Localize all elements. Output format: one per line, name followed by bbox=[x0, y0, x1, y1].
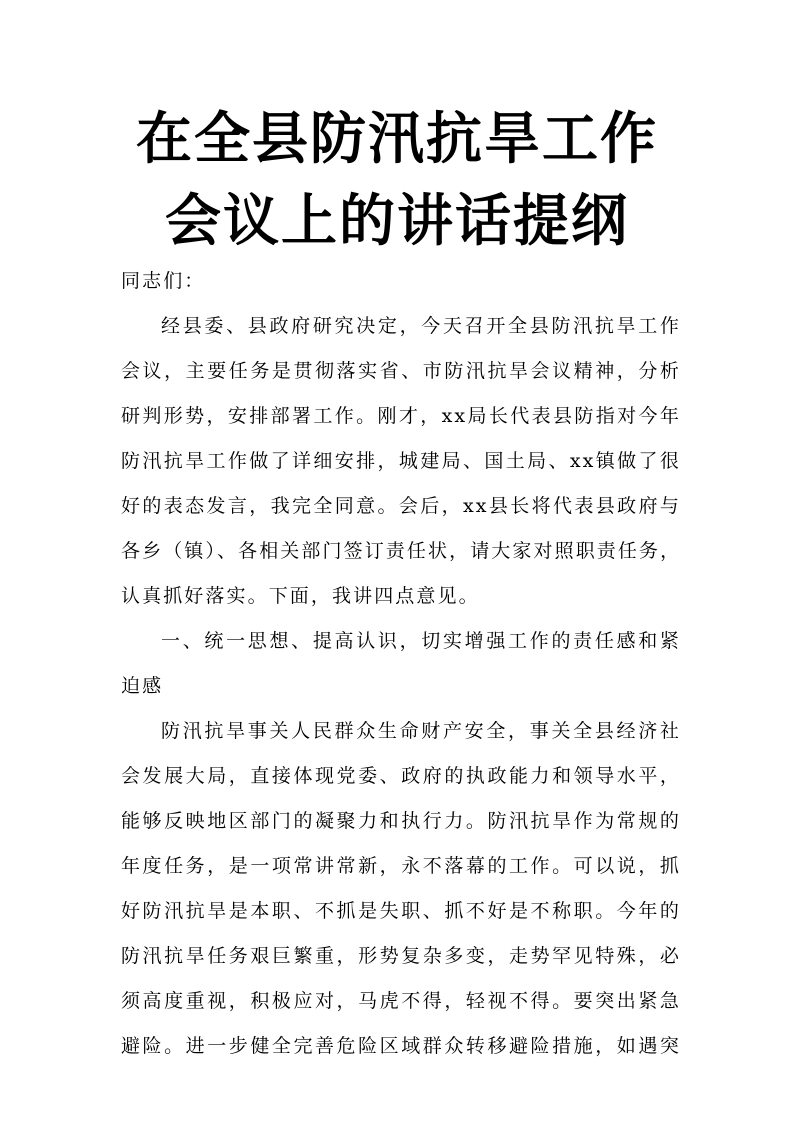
paragraph-line: 认真抓好落实。下面，我讲四点意见。 bbox=[121, 585, 480, 607]
document-title-line-2: 会议上的讲话提纲 bbox=[165, 189, 629, 254]
paragraph-line: 避险。进一步健全完善危险区域群众转移避险措施，如遇突 bbox=[121, 1035, 681, 1057]
paragraph-line: 防汛抗旱工作做了详细安排，城建局、国土局、xx镇做了很 bbox=[121, 450, 681, 472]
paragraph-line: 会议，主要任务是贯彻落实省、市防汛抗旱会议精神，分析 bbox=[121, 360, 681, 382]
paragraph-line: 防汛抗旱任务艰巨繁重，形势复杂多变，走势罕见特殊，必 bbox=[121, 945, 681, 967]
paragraph-line: 防汛抗旱事关人民群众生命财产安全，事关全县经济社 bbox=[161, 720, 681, 742]
document-title-line-1: 在全县防汛抗旱工作 bbox=[136, 107, 658, 172]
paragraph-line: 能够反映地区部门的凝聚力和执行力。防汛抗旱作为常规的 bbox=[121, 810, 681, 832]
paragraph-line: 好的表态发言，我完全同意。会后，xx县长将代表县政府与 bbox=[121, 495, 681, 517]
paragraph-line: 经县委、县政府研究决定，今天召开全县防汛抗旱工作 bbox=[161, 315, 681, 337]
paragraph-line: 须高度重视，积极应对，马虎不得，轻视不得。要突出紧急 bbox=[121, 990, 681, 1012]
salutation: 同志们： bbox=[121, 270, 206, 292]
section-heading-line: 一、统一思想、提高认识，切实增强工作的责任感和紧 bbox=[161, 630, 681, 652]
paragraph-line: 研判形势，安排部署工作。刚才，xx局长代表县防指对今年 bbox=[121, 405, 681, 427]
section-heading-line: 迫感 bbox=[121, 675, 164, 697]
paragraph-line: 年度任务，是一项常讲常新，永不落幕的工作。可以说，抓 bbox=[121, 855, 681, 877]
paragraph-line: 好防汛抗旱是本职、不抓是失职、抓不好是不称职。今年的 bbox=[121, 900, 681, 922]
paragraph-line: 会发展大局，直接体现党委、政府的执政能力和领导水平， bbox=[121, 765, 681, 787]
paragraph-line: 各乡（镇）、各相关部门签订责任状，请大家对照职责任务， bbox=[121, 540, 682, 562]
